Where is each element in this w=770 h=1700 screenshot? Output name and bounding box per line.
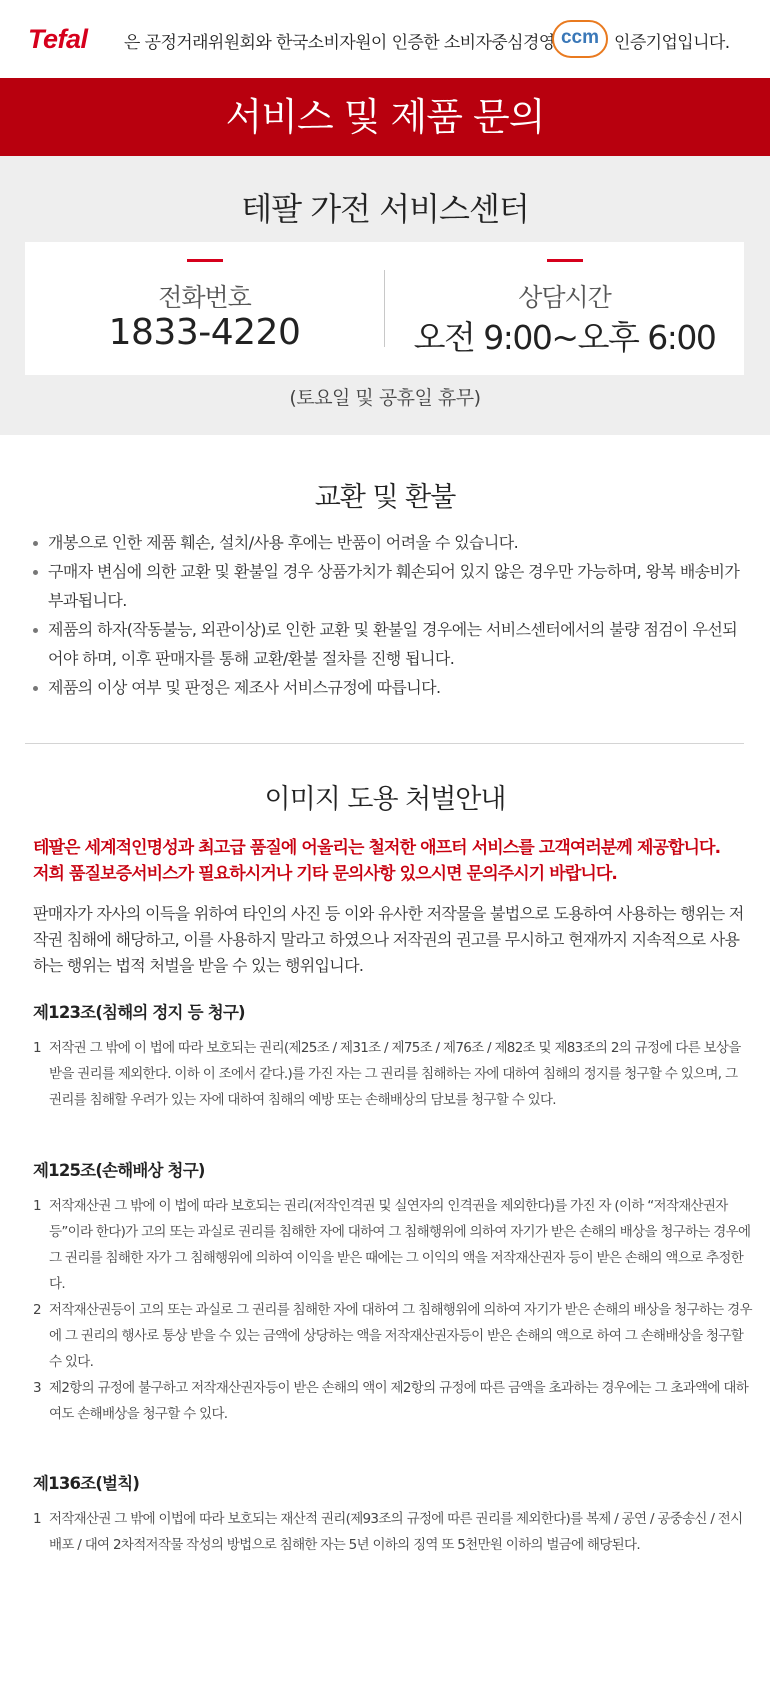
ccm-badge-icon: ccm	[552, 20, 608, 58]
page-title: 서비스 및 제품 문의	[225, 95, 545, 139]
list-item: 구매자 변심에 의한 교환 및 환불일 경우 상품가치가 훼손되어 있지 않은 경우만 가능하며, 왕복 배송비가 부과됩니다.	[30, 557, 750, 615]
service-center-section	[0, 156, 770, 435]
article-clause	[33, 1035, 753, 1113]
notice-line-1: 테팔은 세계적인명성과 최고급 품질에 어울리는 철저한 애프터 서비스를 고객여러분께 제공합니다.	[33, 838, 721, 858]
ccm-statement: 은 공정거래위원회와 한국소비자원이 인증한 소비자중심경영	[124, 33, 555, 53]
article-123	[33, 999, 753, 1113]
service-center-card	[25, 242, 744, 375]
article-clause	[33, 1193, 753, 1297]
list-item: 개봉으로 인한 제품 훼손, 설치/사용 후에는 반품이 어려울 수 있습니다.	[30, 528, 750, 557]
article-136	[33, 1470, 753, 1558]
article-clause	[33, 1375, 753, 1427]
exchange-title: 교환 및 환불	[314, 482, 456, 513]
clause-number: 1	[33, 1511, 41, 1527]
article-clause	[33, 1297, 753, 1375]
hours-column	[385, 242, 744, 375]
ccm-header	[0, 0, 770, 78]
clause-number: 2	[33, 1302, 41, 1318]
clause-text: 저작권 그 밖에 이 법에 따라 보호되는 권리(제25조 / 제31조 / 제75조 / 제76조 / 제82조 및 제83조의 2의 규정에 다른 보상을 받을 권리를 제외한다. 이하 이 조에서 같다.)를 가진 자는 그 권리를 침해하는 자에 대하여 침해의 정지를 청구할 수 있으며, 그 권리를 침해할 우려가 있는 자에 대하여 침해의 예방 또는 손해배상의 담보를 청구할 수 있다.	[49, 1040, 741, 1108]
list-item: 제품의 하자(작동불능, 외관이상)로 인한 교환 및 환불일 경우에는 서비스센터에서의 불량 점검이 우선되어야 하며, 이후 판매자를 통해 교환/환불 절차를 진행 됩니다.	[30, 615, 750, 673]
phone-number[interactable]: 1833-4220	[108, 312, 301, 353]
clause-number: 1	[33, 1040, 41, 1056]
clause-number: 1	[33, 1198, 41, 1214]
quality-service-notice	[33, 835, 753, 887]
clause-text: 저작재산권 그 밖에 이 법에 따라 보호되는 권리(저작인격권 및 실연자의 인격권을 제외한다)를 가진 자 (이하 “저작재산권자등”이라 한다)가 고의 또는 과실로 권리를 침해한 자에 대하여 그 침해행위에 의하여 자기가 받은 손해의 배상을 청구하는 경우에 그 권리를 침해한 자가 그 침해행위에 의하여 이익을 받은 때에는 그 이익의 액을 저작재산권자 등이 받은 손해의 액으로 추정한다.	[49, 1198, 751, 1292]
accent-dash	[187, 259, 223, 262]
image-misuse-section	[0, 745, 770, 1700]
exchange-refund-section	[0, 435, 770, 745]
hours-value: 오전 9:00~오후 6:00	[413, 318, 716, 357]
phone-column	[25, 242, 384, 375]
exchange-list	[30, 528, 750, 702]
holiday-note: (토요일 및 공휴일 휴무)	[289, 387, 481, 409]
accent-dash	[547, 259, 583, 262]
ccm-statement-end: 인증기업입니다.	[614, 33, 730, 53]
service-center-title: 테팔 가전 서비스센터	[241, 190, 529, 228]
notice-line-2: 저희 품질보증서비스가 필요하시거나 기타 문의사항 있으시면 문의주시기 바랍니다.	[33, 864, 617, 884]
article-title: 제125조(손해배상 청구)	[33, 1161, 205, 1180]
article-125	[33, 1157, 753, 1427]
article-title: 제136조(벌칙)	[33, 1474, 140, 1493]
clause-text: 제2항의 규정에 불구하고 저작재산권자등이 받은 손해의 액이 제2항의 규정에 따른 금액을 초과하는 경우에는 그 초과액에 대하여도 손해배상을 청구할 수 있다.	[49, 1380, 749, 1422]
clause-text: 저작재산권 그 밖에 이법에 따라 보호되는 재산적 권리(제93조의 규정에 따른 권리를 제외한다)를 복제 / 공연 / 공중송신 / 전시배포 / 대여 2차적저작물 작성의 방법으로 침해한 자는 5년 이하의 징역 또 5천만원 이하의 벌금에 해당된다.	[49, 1511, 743, 1553]
page-title-banner	[0, 78, 770, 156]
misuse-description: 판매자가 자사의 이득을 위하여 타인의 사진 등 이와 유사한 저작물을 불법으로 도용하여 사용하는 행위는 저작권 침해에 해당하고, 이를 사용하지 말라고 하였으나 저작권의 권고를 무시하고 현재까지 지속적으로 사용하는 행위는 법적 처벌을 받을 수 있는 행위입니다.	[33, 904, 744, 975]
hours-label: 상담시간	[518, 283, 611, 312]
article-title: 제123조(침해의 정지 등 청구)	[33, 1003, 245, 1022]
phone-label: 전화번호	[158, 283, 251, 312]
list-item: 제품의 이상 여부 및 판정은 제조사 서비스규정에 따릅니다.	[30, 673, 750, 702]
misuse-title: 이미지 도용 처벌안내	[264, 784, 506, 815]
clause-text: 저작재산권등이 고의 또는 과실로 그 권리를 침해한 자에 대하여 그 침해행위에 의하여 자기가 받은 손해의 배상을 청구하는 경우에 그 권리의 행사로 통상 받을 수 있는 금액에 상당하는 액을 저작재산권자등이 받은 손해의 액으로 하여 그 손해배상을 청구할 수 있다.	[49, 1302, 752, 1370]
article-clause	[33, 1506, 753, 1558]
tefal-logo: Tefal	[28, 24, 88, 54]
section-divider	[25, 743, 744, 744]
clause-number: 3	[33, 1380, 41, 1396]
